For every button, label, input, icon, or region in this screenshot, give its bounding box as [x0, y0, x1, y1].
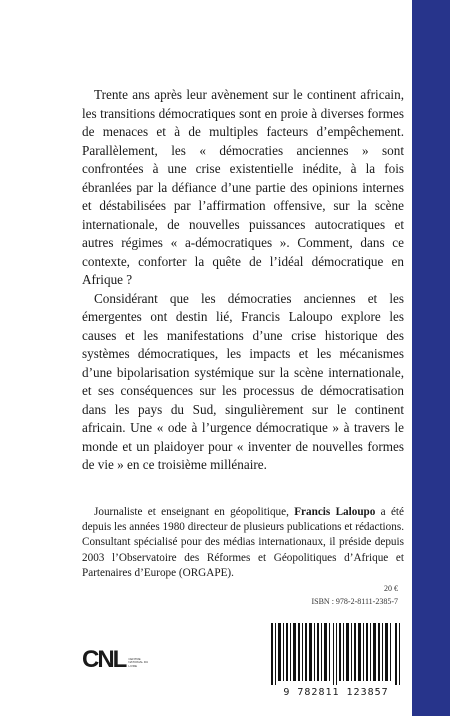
back-cover-blurb [82, 86, 404, 475]
author-name: Francis Laloupo [294, 506, 376, 518]
price-label: 20 € [384, 584, 398, 593]
cnl-logo [82, 648, 150, 672]
isbn-label: ISBN : 978-2-8111-2385-7 [311, 597, 398, 606]
barcode [263, 623, 409, 705]
barcode-digits: 9 782811 123857 [283, 687, 389, 698]
cnl-logo-mark: CNL [82, 646, 126, 673]
cnl-logo-subtitle: CENTRE NATIONAL DU LIVRE [128, 656, 149, 668]
bio-rest: a été depuis les années 1980 directeur de plusieurs publications et rédactions. Consultant spécialisé pour des médias internationaux, il préside depuis 2003 l’Observatoire des Réformes et Géopolitiques d’Afrique et Partenaires d’Europe (ORGAPE). [82, 506, 404, 579]
spine-color-band [412, 0, 450, 716]
blurb-paragraph-1: Trente ans après leur avènement sur le continent africain, les transitions démocratiques sont en proie à diverses formes de menaces et à de multiples facteurs d’empêchement. Parallèlement, les « démocraties anciennes » sont confrontées à une crise existentielle inédite, à la fois ébranlées par la défiance d’une partie des opinions internes et déstabilisées par l’affirmation offensive, sur la scène internationale, de nouvelles puissances autocratiques et autres régimes « a-démocratiques ». Comment, dans ce contexte, conforter la quête de l’idéal démocratique en Afrique ? [82, 87, 404, 287]
author-bio [82, 505, 404, 581]
bio-intro: Journaliste et enseignant en géopolitique, [94, 506, 295, 518]
barcode-bars [271, 623, 401, 685]
blurb-paragraph-2: Considérant que les démocraties anciennes et les émergentes ont destin lié, Francis Laloupo explore les causes et les manifestations d’une crise historique des systèmes démocratiques, les impacts et les mécanismes d’une bipolarisation systémique sur la scène internationale, et ses conséquences sur les processus de démocratisation dans les pays du Sud, singulièrement sur le continent africain. Une « ode à l’urgence démocratique » à travers le monde et un plaidoyer pour « inventer de nouvelles formes de vie » en ce troisième millénaire. [82, 290, 404, 472]
